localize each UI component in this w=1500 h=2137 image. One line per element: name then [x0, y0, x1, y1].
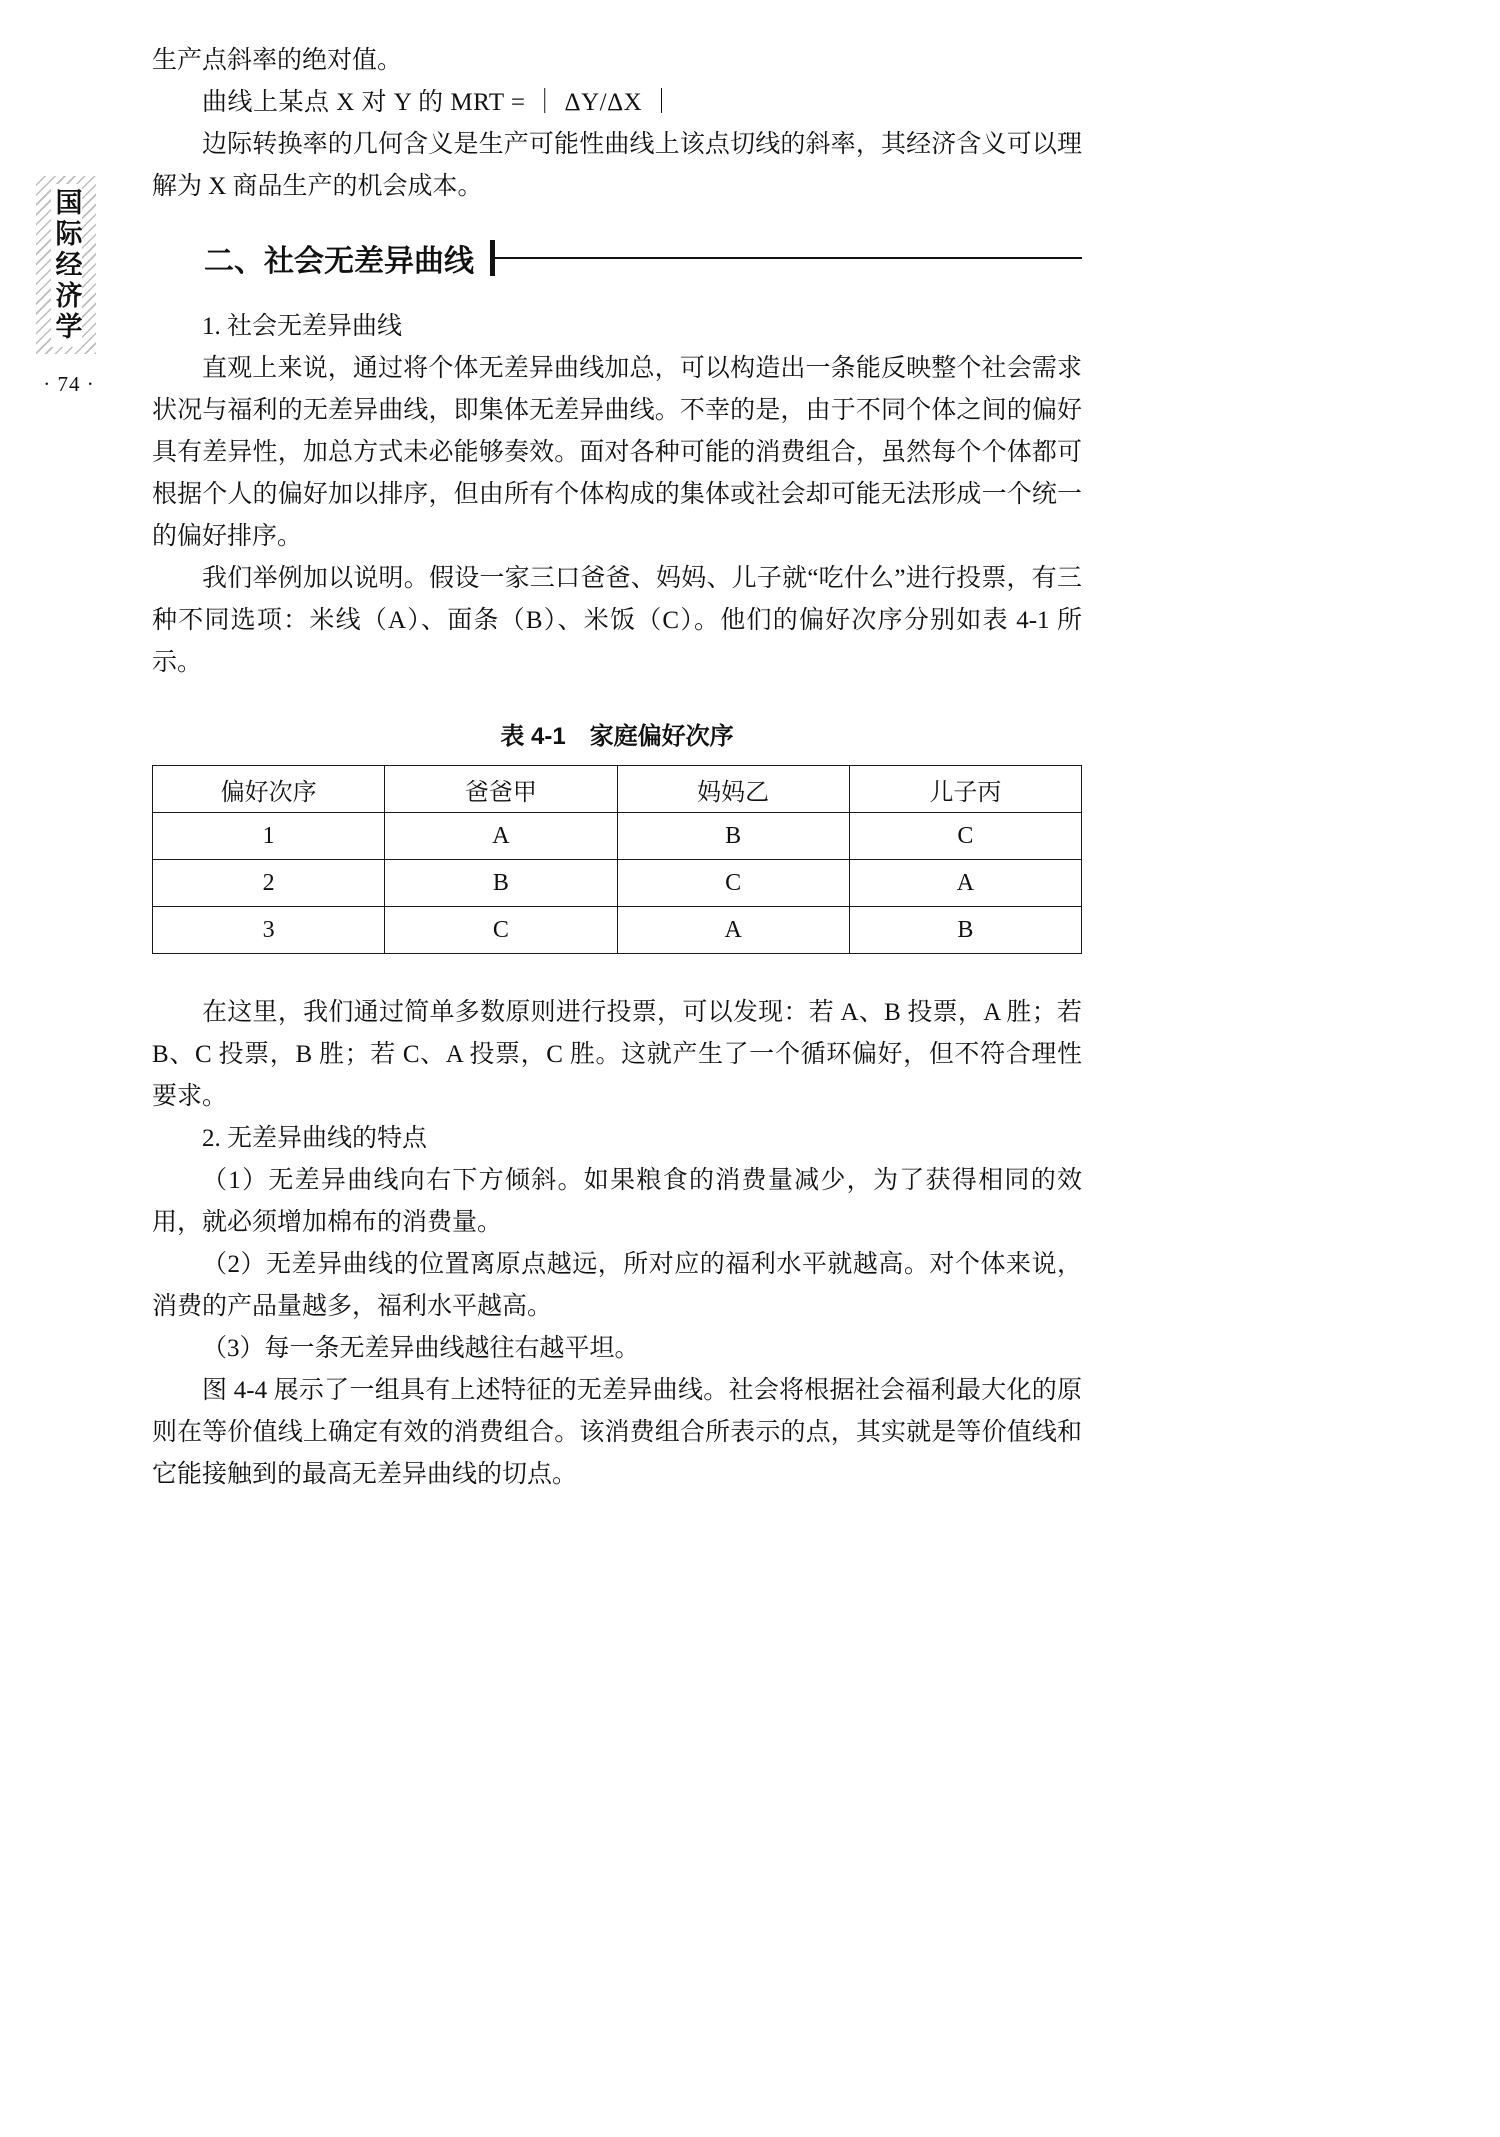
table-cell: C	[385, 907, 617, 954]
table-cell: 3	[153, 907, 385, 954]
paragraph: 边际转换率的几何含义是生产可能性曲线上该点切线的斜率，其经济含义可以理解为 X 商品生产的机会成本。	[152, 131, 1082, 200]
formula-mrt: 曲线上某点 X 对 Y 的 MRT = ｜ ΔY/ΔX ｜	[202, 89, 675, 116]
table-cell: 2	[153, 860, 385, 907]
heading-rule-line	[495, 257, 1082, 259]
sidebar-title-hatch-box	[36, 176, 96, 354]
table-cell: B	[849, 907, 1081, 954]
table-row	[153, 907, 1082, 954]
table-header-cell: 偏好次序	[153, 766, 385, 813]
paragraph: （2）无差异曲线的位置离原点越远，所对应的福利水平就越高。对个体来说，消费的产品量越多，福利水平越高。	[152, 1251, 1082, 1320]
table-cell: C	[849, 813, 1081, 860]
table-header-cell: 爸爸甲	[385, 766, 617, 813]
family-preference-table	[152, 765, 1082, 954]
table-header-row	[153, 766, 1082, 813]
paragraph: 图 4-4 展示了一组具有上述特征的无差异曲线。社会将根据社会福利最大化的原则在等价值线上确定有效的消费组合。该消费组合所表示的点，其实就是等价值线和它能接触到的最高无差异曲线的切点。	[152, 1377, 1082, 1488]
table-row	[153, 860, 1082, 907]
table-row	[153, 813, 1082, 860]
table-cell: A	[617, 907, 849, 954]
table-header-cell: 妈妈乙	[617, 766, 849, 813]
table-cell: A	[385, 813, 617, 860]
paragraph: （3）每一条无差异曲线越往右越平坦。	[202, 1335, 640, 1362]
paragraph: 直观上来说，通过将个体无差异曲线加总，可以构造出一条能反映整个社会需求状况与福利的无差异曲线，即集体无差异曲线。不幸的是，由于不同个体之间的偏好具有差异性，加总方式未必能够奏效。面对各种可能的消费组合，虽然每个个体都可根据个人的偏好加以排序，但由所有个体构成的集体或社会却可能无法形成一个统一的偏好排序。	[152, 355, 1082, 550]
table-cell: A	[849, 860, 1081, 907]
table-cell: C	[617, 860, 849, 907]
table-caption: 表 4-1 家庭偏好次序	[500, 723, 734, 750]
subheading-1: 1. 社会无差异曲线	[202, 313, 403, 340]
paragraph: （1）无差异曲线向右下方倾斜。如果粮食的消费量减少，为了获得相同的效用，就必须增加棉布的消费量。	[152, 1167, 1082, 1236]
section-heading: 二、社会无差异曲线	[204, 245, 474, 278]
table-header-cell: 儿子丙	[849, 766, 1081, 813]
paragraph-continuation: 生产点斜率的绝对值。	[152, 47, 403, 74]
paragraph: 我们举例加以说明。假设一家三口爸爸、妈妈、儿子就“吃什么”进行投票，有三种不同选项：米线（A）、面条（B）、米饭（C）。他们的偏好次序分别如表 4-1 所示。	[152, 565, 1082, 676]
table-cell: B	[617, 813, 849, 860]
paragraph: 在这里，我们通过简单多数原则进行投票，可以发现：若 A、B 投票，A 胜；若 B、C 投票，B 胜；若 C、A 投票，C 胜。这就产生了一个循环偏好，但不符合理性要求。	[152, 999, 1082, 1110]
main-content	[152, 40, 1082, 1496]
page-number: · 74 ·	[43, 372, 95, 396]
table-cell: B	[385, 860, 617, 907]
subheading-2: 2. 无差异曲线的特点	[202, 1125, 428, 1152]
section-heading-row	[152, 236, 1082, 280]
table-cell: 1	[153, 813, 385, 860]
book-title-vertical: 国际经济学	[51, 184, 82, 347]
